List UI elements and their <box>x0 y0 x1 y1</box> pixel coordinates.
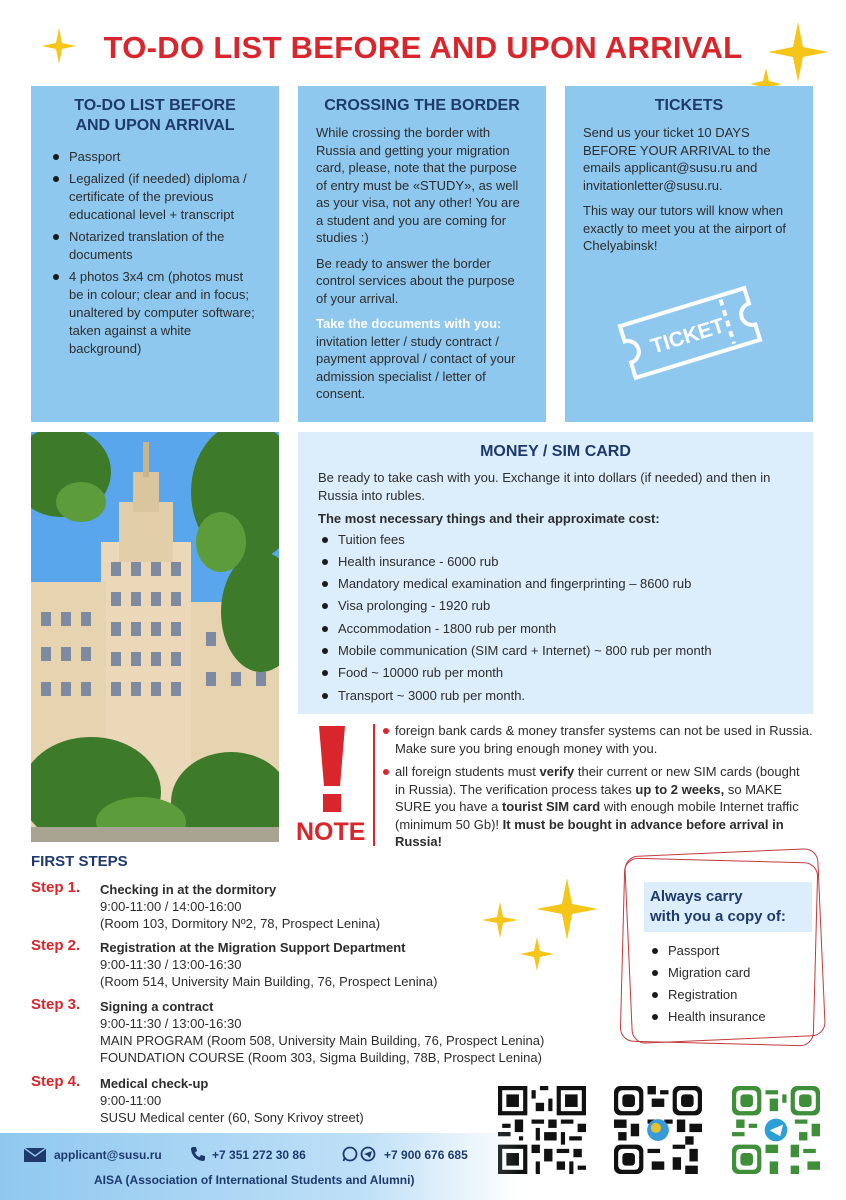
carry-list <box>650 942 766 1030</box>
cost-list <box>318 531 793 705</box>
step-name: Registration at the Migration Support Department <box>100 940 406 955</box>
university-building-photo <box>31 432 279 842</box>
step-location: FOUNDATION COURSE (Room 303, Sigma Building, 78B, Prospect Lenina) <box>100 1050 542 1065</box>
note-emphasis: It must be bought in advance before arrival in Russia! <box>395 816 784 849</box>
step-location: SUSU Medical center (60, Sony Krivoy street) <box>100 1110 364 1125</box>
note-emphasis: verify <box>539 764 575 779</box>
border-box <box>298 86 546 422</box>
step-name: Checking in at the dormitory <box>100 882 277 897</box>
step-hours: 9:00-11:30 / 13:00-16:30 <box>100 957 242 972</box>
todo-list <box>49 148 261 358</box>
tickets-text-2: This way our tutors will know when exactly to meet you at the airport of Chelyabinsk! <box>583 203 787 253</box>
list-item: Legalized (if needed) diploma / certificate of the previous educational level + transcript <box>69 170 261 224</box>
step-label: Step 1. <box>31 879 81 896</box>
money-heading: MONEY / SIM CARD <box>480 443 631 460</box>
list-item: Health insurance - 6000 rub <box>338 553 793 571</box>
list-item: Mobile communication (SIM card + Internet) ~ 800 rub per month <box>338 642 793 660</box>
note-text: their current or new SIM cards (bought in Russia). The verification process takes <box>395 764 800 797</box>
note-emphasis: up to 2 weeks, <box>635 781 725 797</box>
list-item: Passport <box>650 942 766 960</box>
todo-heading: TO-DO LIST BEFORE AND UPON ARRIVAL <box>74 97 236 134</box>
sparkle-star-icon <box>482 902 518 938</box>
note-item <box>383 763 813 851</box>
todo-box <box>31 86 279 422</box>
note-item: foreign bank cards & money transfer systems can not be used in Russia. Make sure you bring enough money with you. <box>383 722 813 757</box>
tickets-heading: TICKETS <box>654 97 724 114</box>
sparkle-star-icon <box>520 937 554 971</box>
footer-bar <box>0 1133 520 1200</box>
qr-code-icon[interactable] <box>614 1086 702 1174</box>
ticket-icon <box>611 278 769 388</box>
whatsapp-icon <box>342 1146 358 1162</box>
border-text-3 <box>316 315 528 403</box>
border-documents-list: invitation letter / study contract / payment approval / contact of your admission specialist / letter of consent. <box>316 333 516 401</box>
money-text: Be ready to take cash with you. Exchange it into dollars (if needed) and then in Russia into rubles. <box>318 470 771 503</box>
step-name: Medical check-up <box>100 1076 209 1091</box>
telegram-icon <box>360 1146 376 1162</box>
border-text-2: Be ready to answer the border control services about the purpose of your arrival. <box>316 255 515 306</box>
step-label: Step 3. <box>31 996 81 1013</box>
money-box <box>298 432 813 714</box>
first-steps-title: FIRST STEPS <box>31 853 128 870</box>
step-hours: 9:00-11:30 / 13:00-16:30 <box>100 1016 242 1031</box>
list-item: Notarized translation of the documents <box>69 228 261 264</box>
contact-email[interactable]: applicant@susu.ru <box>54 1148 162 1162</box>
tickets-text-1: Send us your ticket 10 DAYS BEFORE YOUR ARRIVAL to the emails applicant@susu.ru and invitationletter@susu.ru. <box>583 125 771 193</box>
organization-name: AISA (Association of International Students and Alumni) <box>94 1173 415 1187</box>
step-hours: 9:00-11:00 / 14:00-16:00 <box>100 899 242 914</box>
qr-code-icon[interactable] <box>732 1086 820 1174</box>
step-label: Step 2. <box>31 937 81 954</box>
step-name: Signing a contract <box>100 999 214 1014</box>
step-hours: 9:00-11:00 <box>100 1093 162 1108</box>
contact-phone[interactable]: +7 351 272 30 86 <box>212 1148 306 1162</box>
money-subheading: The most necessary things and their approximate cost: <box>318 511 660 526</box>
list-item: Tuition fees <box>338 531 793 549</box>
list-item: 4 photos 3x4 cm (photos must be in colour; clear and in focus; unaltered by computer software; taken against a white background) <box>69 268 261 358</box>
ticket-word: TICKET <box>648 314 728 359</box>
list-item: Transport ~ 3000 rub per month. <box>338 687 793 705</box>
contact-phone-messenger[interactable]: +7 900 676 685 <box>384 1148 468 1162</box>
exclamation-icon <box>315 724 349 816</box>
mail-icon <box>24 1148 46 1162</box>
list-item: Registration <box>650 986 766 1004</box>
carry-heading-line: with you a copy of: <box>650 908 786 925</box>
border-text-1: While crossing the border with Russia and getting your migration card, please, note that the purpose of entry must be «STUDY», as well as your visa, not any other! You are a student and you are coming for studies :) <box>316 125 520 245</box>
step-location: MAIN PROGRAM (Room 508, University Main Building, 76, Prospect Lenina) <box>100 1033 545 1048</box>
step-location: (Room 103, Dormitory Nº2, 78, Prospect Lenina) <box>100 916 381 931</box>
list-item: Accommodation - 1800 rub per month <box>338 620 793 638</box>
carry-heading <box>644 882 812 932</box>
list-item: Health insurance <box>650 1008 766 1026</box>
step-location: (Room 514, University Main Building, 76, Prospect Lenina) <box>100 974 438 989</box>
note-label: NOTE <box>296 818 366 846</box>
tickets-box <box>565 86 813 422</box>
note-divider <box>373 724 375 846</box>
list-item: Food ~ 10000 rub per month <box>338 664 793 682</box>
step-label: Step 4. <box>31 1073 81 1090</box>
list-item: Migration card <box>650 964 766 982</box>
list-item: Visa prolonging - 1920 rub <box>338 597 793 615</box>
note-text: all foreign students must <box>395 764 540 779</box>
carry-heading-line: Always carry <box>650 888 743 905</box>
step-body <box>100 998 620 1066</box>
list-item: Mandatory medical examination and fingerprinting – 8600 rub <box>338 575 793 593</box>
sparkle-star-icon <box>536 878 598 940</box>
note-text: with enough mobile Internet traffic (minimum 50 Gb)! <box>395 799 799 832</box>
border-documents-heading: Take the documents with you: <box>316 316 502 331</box>
phone-icon <box>190 1146 206 1162</box>
list-item: Passport <box>69 148 261 166</box>
border-heading: CROSSING THE BORDER <box>324 97 520 114</box>
note-text: so MAKE SURE you have a <box>395 781 783 814</box>
note-emphasis: tourist SIM card <box>501 799 601 814</box>
page-title: TO-DO LIST BEFORE AND UPON ARRIVAL <box>103 30 743 65</box>
note-list <box>383 722 813 857</box>
